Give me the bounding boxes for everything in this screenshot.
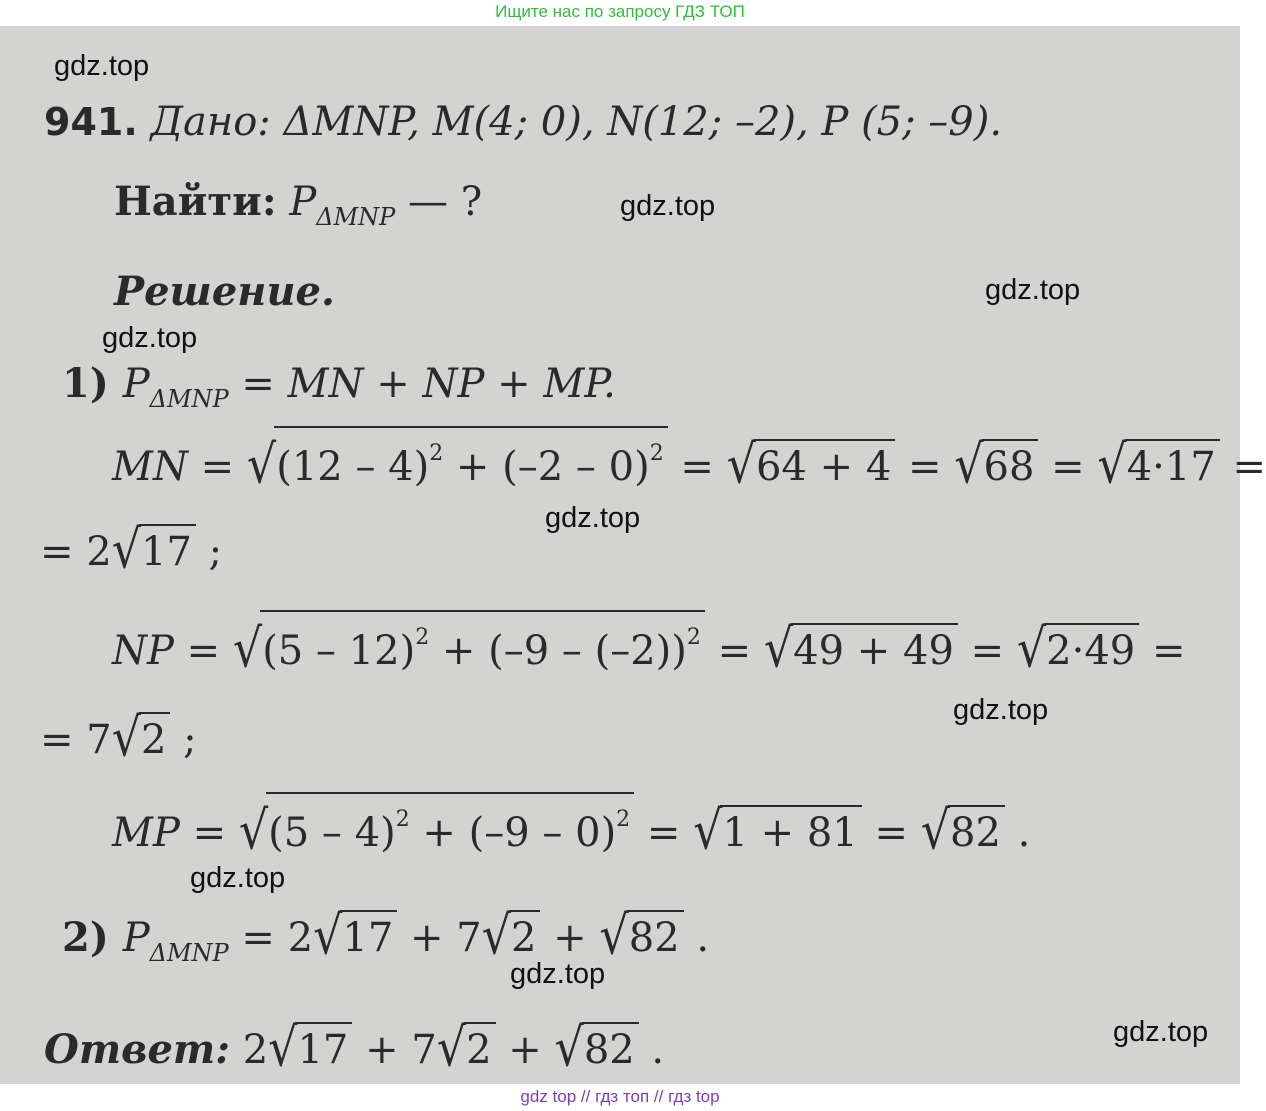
step-2-sqrt-3: √82 xyxy=(599,910,683,962)
step-2-radicand-1: 17 xyxy=(340,910,397,962)
step-2-number: 2) xyxy=(62,914,123,961)
np-result-post: ; xyxy=(170,717,197,763)
step-2-radicand-2: 2 xyxy=(509,910,540,962)
find-label: Найти: xyxy=(114,178,277,225)
np-eq-2: = xyxy=(970,628,1005,674)
np-radicand-2: 49 + 49 xyxy=(791,623,958,675)
watermark: gdz.top xyxy=(510,958,606,990)
solution-label: Решение. xyxy=(114,268,335,315)
answer-pre: 2 xyxy=(242,1027,269,1073)
watermark: gdz.top xyxy=(190,862,286,894)
mp-radicand-2: 1 + 81 xyxy=(720,805,861,857)
watermark: gdz.top xyxy=(953,694,1049,726)
mp-square-b: 2 xyxy=(616,807,631,832)
mn-eq-3: = xyxy=(1051,444,1085,490)
mn-eq-tail: = xyxy=(1232,444,1266,490)
mn-sqrt: √(12 – 4)$^2$ + (–2 – 0)$^2$ xyxy=(247,426,668,491)
answer-sqrt-2: √2 xyxy=(437,1022,496,1074)
mp-sqrt: √(5 – 4)$^2$ + (–9 – 0)$^2$ xyxy=(239,792,634,857)
answer-plus-1: + 7 xyxy=(352,1027,437,1073)
step-1-p: P xyxy=(122,361,150,407)
mn-result xyxy=(40,517,223,581)
top-banner[interactable]: Ищите нас по запросу ГДЗ ТОП xyxy=(495,2,745,21)
mn-result-pre: = 2 xyxy=(40,529,112,575)
mn-radicand-2: 64 + 4 xyxy=(754,439,895,491)
mp-term-b: + (–9 – 0) xyxy=(409,810,617,856)
np-term-a: (5 – 12) xyxy=(262,628,416,674)
step-1-formula: = MN + NP + MP. xyxy=(241,361,616,407)
mn-eq-2: = xyxy=(907,444,942,490)
mn-sqrt-4: √4·17 xyxy=(1097,439,1219,491)
mn-eq-1: = xyxy=(680,444,714,490)
bottom-banner[interactable]: gdz top // гдз топ // гдз top xyxy=(520,1087,720,1106)
answer-end: . xyxy=(638,1027,665,1073)
step-1-number: 1) xyxy=(62,360,123,407)
np-sqrt-2: √49 + 49 xyxy=(764,623,958,675)
np-line xyxy=(112,610,1186,680)
np-lhs: NP = xyxy=(112,628,221,674)
step-2 xyxy=(62,903,710,977)
answer-radicand-3: 82 xyxy=(582,1022,639,1074)
step-2-end: . xyxy=(683,915,710,961)
answer-sqrt-1: √17 xyxy=(268,1022,352,1074)
watermark: gdz.top xyxy=(545,502,641,534)
mp-eq-1: = xyxy=(646,810,681,856)
step-2-sqrt-2: √2 xyxy=(482,910,541,962)
given-label: Дано: xyxy=(150,99,271,145)
mn-square-a: 2 xyxy=(429,441,444,466)
mp-end: . xyxy=(1004,810,1031,856)
step-1 xyxy=(62,360,616,423)
np-term-b: + (–9 – (–2)) xyxy=(429,628,687,674)
np-result-sqrt: √2 xyxy=(112,712,171,764)
problem-header xyxy=(44,98,1002,146)
mp-eq-2: = xyxy=(874,810,908,856)
mp-lhs: MP = xyxy=(112,810,227,856)
step-2-p: P xyxy=(122,915,150,961)
watermark: gdz.top xyxy=(620,190,716,222)
mn-square-b: 2 xyxy=(649,441,664,466)
answer-radicand-1: 17 xyxy=(295,1022,352,1074)
step-2-eq: = 2 xyxy=(241,915,314,961)
watermark: gdz.top xyxy=(102,322,198,354)
mn-result-radicand: 17 xyxy=(139,524,196,576)
mn-lhs: MN = xyxy=(112,444,235,490)
step-2-radicand-3: 82 xyxy=(627,910,684,962)
np-square-a: 2 xyxy=(415,625,430,650)
np-radicand-3: 2·49 xyxy=(1044,623,1139,675)
mp-square-a: 2 xyxy=(395,807,410,832)
mp-line xyxy=(112,792,1031,862)
find-subscript: ΔMNP xyxy=(316,203,396,231)
np-sqrt-3: √2·49 xyxy=(1017,623,1139,675)
mn-sqrt-3: √68 xyxy=(954,439,1038,491)
mp-sqrt-3: √82 xyxy=(921,805,1005,857)
step-2-plus-1: + 7 xyxy=(397,915,482,961)
np-eq-tail: = xyxy=(1151,628,1186,674)
step-2-plus-2: + xyxy=(540,915,600,961)
np-square-b: 2 xyxy=(686,625,701,650)
watermark: gdz.top xyxy=(985,274,1081,306)
mn-radicand-3: 68 xyxy=(982,439,1039,491)
mp-term-a: (5 – 4) xyxy=(268,810,396,856)
answer-plus-2: + xyxy=(495,1027,555,1073)
np-result-radicand: 2 xyxy=(139,712,170,764)
step-1-subscript: ΔMNP xyxy=(149,385,229,413)
given-text: ΔMNP, M(4; 0), N(12; –2), P (5; –9). xyxy=(283,99,1003,145)
mn-term-b: + (–2 – 0) xyxy=(443,444,650,490)
watermark: gdz.top xyxy=(54,50,150,82)
np-result-pre: = 7 xyxy=(40,717,112,763)
mp-sqrt-2: √1 + 81 xyxy=(693,805,862,857)
answer-label: Ответ: xyxy=(44,1026,230,1073)
mn-term-a: (12 – 4) xyxy=(276,444,430,490)
find-line xyxy=(114,178,482,241)
step-2-sqrt-1: √17 xyxy=(313,910,397,962)
np-eq-1: = xyxy=(717,628,752,674)
find-p: P xyxy=(289,179,317,225)
answer-radicand-2: 2 xyxy=(464,1022,495,1074)
watermark: gdz.top xyxy=(1113,1016,1209,1048)
mn-result-sqrt: √17 xyxy=(112,524,196,576)
mn-radicand-4: 4·17 xyxy=(1125,439,1220,491)
np-sqrt: √(5 – 12)$^2$ + (–9 – (–2))$^2$ xyxy=(233,610,705,675)
mn-result-post: ; xyxy=(195,529,223,575)
textbook-scan xyxy=(0,26,1266,1084)
step-2-subscript: ΔMNP xyxy=(149,939,229,967)
answer-sqrt-3: √82 xyxy=(555,1022,639,1074)
mp-radicand-3: 82 xyxy=(948,805,1005,857)
np-result xyxy=(40,705,197,769)
answer-line xyxy=(44,1015,665,1079)
mn-line xyxy=(112,426,1266,496)
problem-number: 941. xyxy=(44,100,138,144)
find-tail: — ? xyxy=(408,179,483,225)
mn-sqrt-2: √64 + 4 xyxy=(727,439,896,491)
